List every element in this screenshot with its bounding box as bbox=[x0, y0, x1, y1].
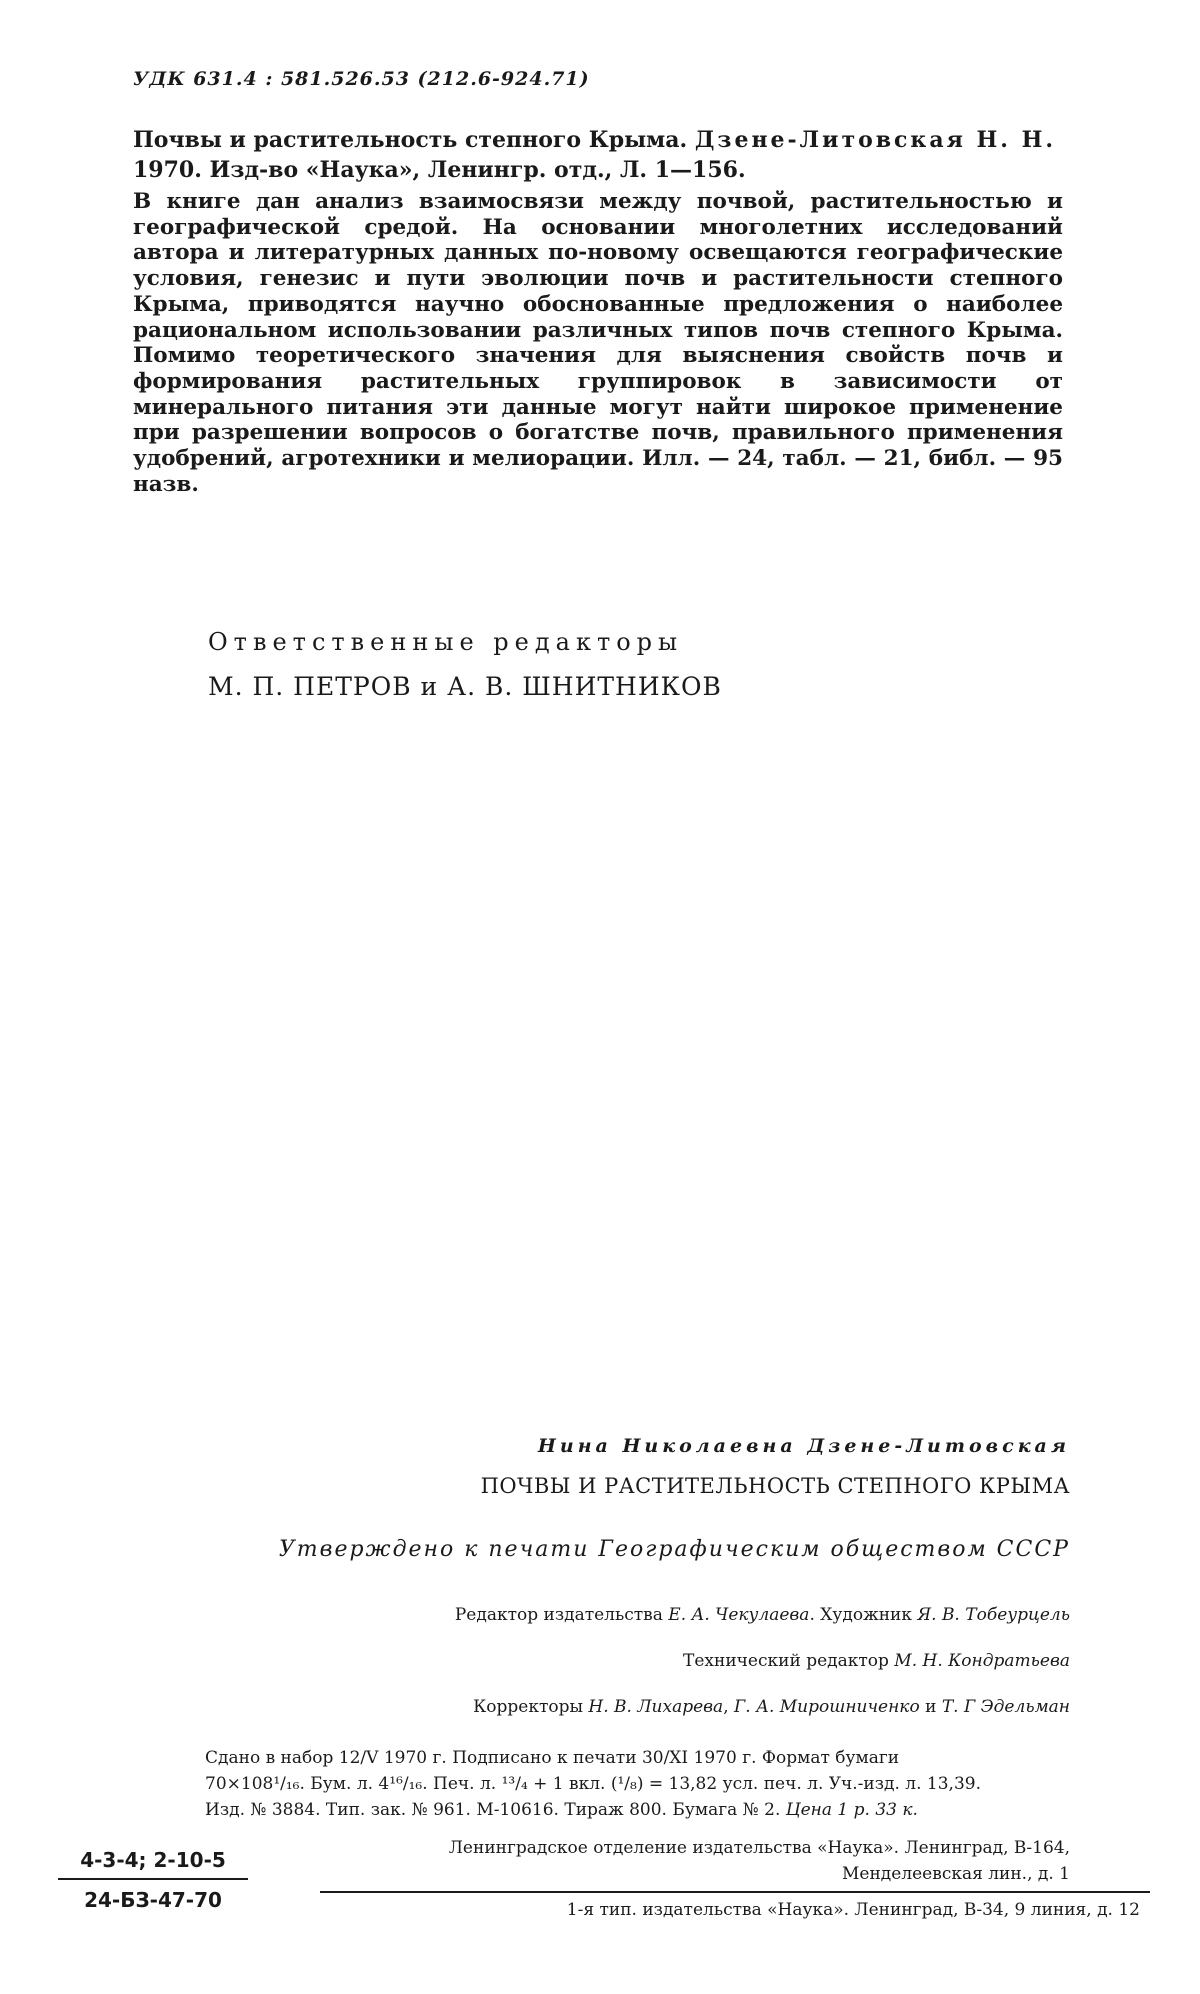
publisher-line-2: Менделеевская лин., д. 1 bbox=[842, 1864, 1070, 1884]
divider-rule bbox=[320, 1891, 1150, 1893]
corrector-3: Т. Г Эдельман bbox=[941, 1697, 1070, 1717]
imprint-correctors-line: Корректоры Н. В. Лихарева, Г. А. Мирошниченко и Т. Г Эдельман bbox=[473, 1697, 1070, 1717]
author-header: Дзене-Литовская Н. Н. bbox=[694, 127, 1057, 153]
correctors-label: Корректоры bbox=[473, 1697, 584, 1717]
publication-details-line-1: Сдано в набор 12/V 1970 г. Подписано к печати 30/XI 1970 г. Формат бумаги bbox=[205, 1748, 900, 1768]
publication-details-line-2: 70×108¹/₁₆. Бум. л. 4¹⁶/₁₆. Печ. л. ¹³/₄ + 1 вкл. (¹/₈) = 13,82 усл. печ. л. Уч.-изд. л. 13,39. bbox=[205, 1774, 981, 1794]
publication-info: 1970. Изд-во «Наука», Ленингр. отд., Л. 1—156. bbox=[133, 157, 746, 183]
price: Цена 1 р. 33 к. bbox=[785, 1800, 918, 1820]
catalog-codes bbox=[58, 1848, 248, 1912]
corrector-1: Н. В. Лихарева bbox=[588, 1697, 724, 1717]
print-order-info: Изд. № 3884. Тип. зак. № 961. М-10616. Тираж 800. Бумага № 2. bbox=[205, 1800, 781, 1820]
book-title-header: Почвы и растительность степного Крыма. bbox=[133, 127, 688, 153]
tech-editor-label: Технический редактор bbox=[683, 1651, 889, 1671]
publication-details bbox=[205, 1745, 1070, 1823]
artist-label: Художник bbox=[820, 1605, 912, 1625]
printer-address: 1-я тип. издательства «Наука». Ленинград, В-34, 9 линия, д. 12 bbox=[566, 1900, 1140, 1920]
imprint-approval: Утверждено к печати Географическим обществом СССР bbox=[278, 1537, 1070, 1562]
publication-details-line-3 bbox=[205, 1797, 1070, 1823]
artist-name: Я. В. Тобеурцель bbox=[917, 1605, 1070, 1625]
publisher-address bbox=[290, 1835, 1070, 1887]
tech-editor-name: М. Н. Кондратьева bbox=[894, 1651, 1070, 1671]
imprint-author: Нина Николаевна Дзене-Литовская bbox=[537, 1435, 1070, 1457]
catalog-code-2: 24-БЗ-47-70 bbox=[84, 1888, 222, 1912]
imprint-editor-line: Редактор издательства Е. А. Чекулаева. Художник Я. В. Тобеурцель bbox=[454, 1605, 1070, 1625]
imprint-tech-editor-line bbox=[170, 1651, 1070, 1671]
editor-label: Редактор издательства bbox=[454, 1605, 663, 1625]
udc-code: УДК 631.4 : 581.526.53 (212.6-924.71) bbox=[133, 68, 590, 90]
imprint-book-title: ПОЧВЫ И РАСТИТЕЛЬНОСТЬ СТЕПНОГО КРЫМА bbox=[480, 1474, 1070, 1498]
publisher-line-1: Ленинградское отделение издательства «Наука». Ленинград, В-164, bbox=[448, 1838, 1070, 1858]
editor-name: Е. А. Чекулаева bbox=[668, 1605, 810, 1625]
abstract-text: В книге дан анализ взаимосвязи между почвой, растительностью и географической средой. На основании многолетних исследований автора и литературных данных по-новому освещаются географические условия, генезис и пути эволюции почв и растительности степного Крыма, приводятся научно обоснованные предложения о наиболее рациональном использовании различных типов почв степного Крыма. Помимо теоретического значения для выяснения свойств почв и формирования растительных группировок в зависимости от минерального питания эти данные могут найти широкое применение при разрешении вопросов о богатстве почв, правильного применения удобрений, агротехники и мелиорации. Илл. — 24, табл. — 21, библ. — 95 назв. bbox=[133, 189, 1063, 497]
catalog-code-1: 4-3-4; 2-10-5 bbox=[58, 1848, 248, 1880]
responsible-editors-names: М. П. ПЕТРОВ и А. В. ШНИТНИКОВ bbox=[208, 672, 722, 701]
responsible-editors-label: Ответственные редакторы bbox=[208, 628, 684, 656]
bibliographic-header bbox=[133, 125, 1063, 185]
corrector-2: Г. А. Мирошниченко bbox=[734, 1697, 920, 1717]
